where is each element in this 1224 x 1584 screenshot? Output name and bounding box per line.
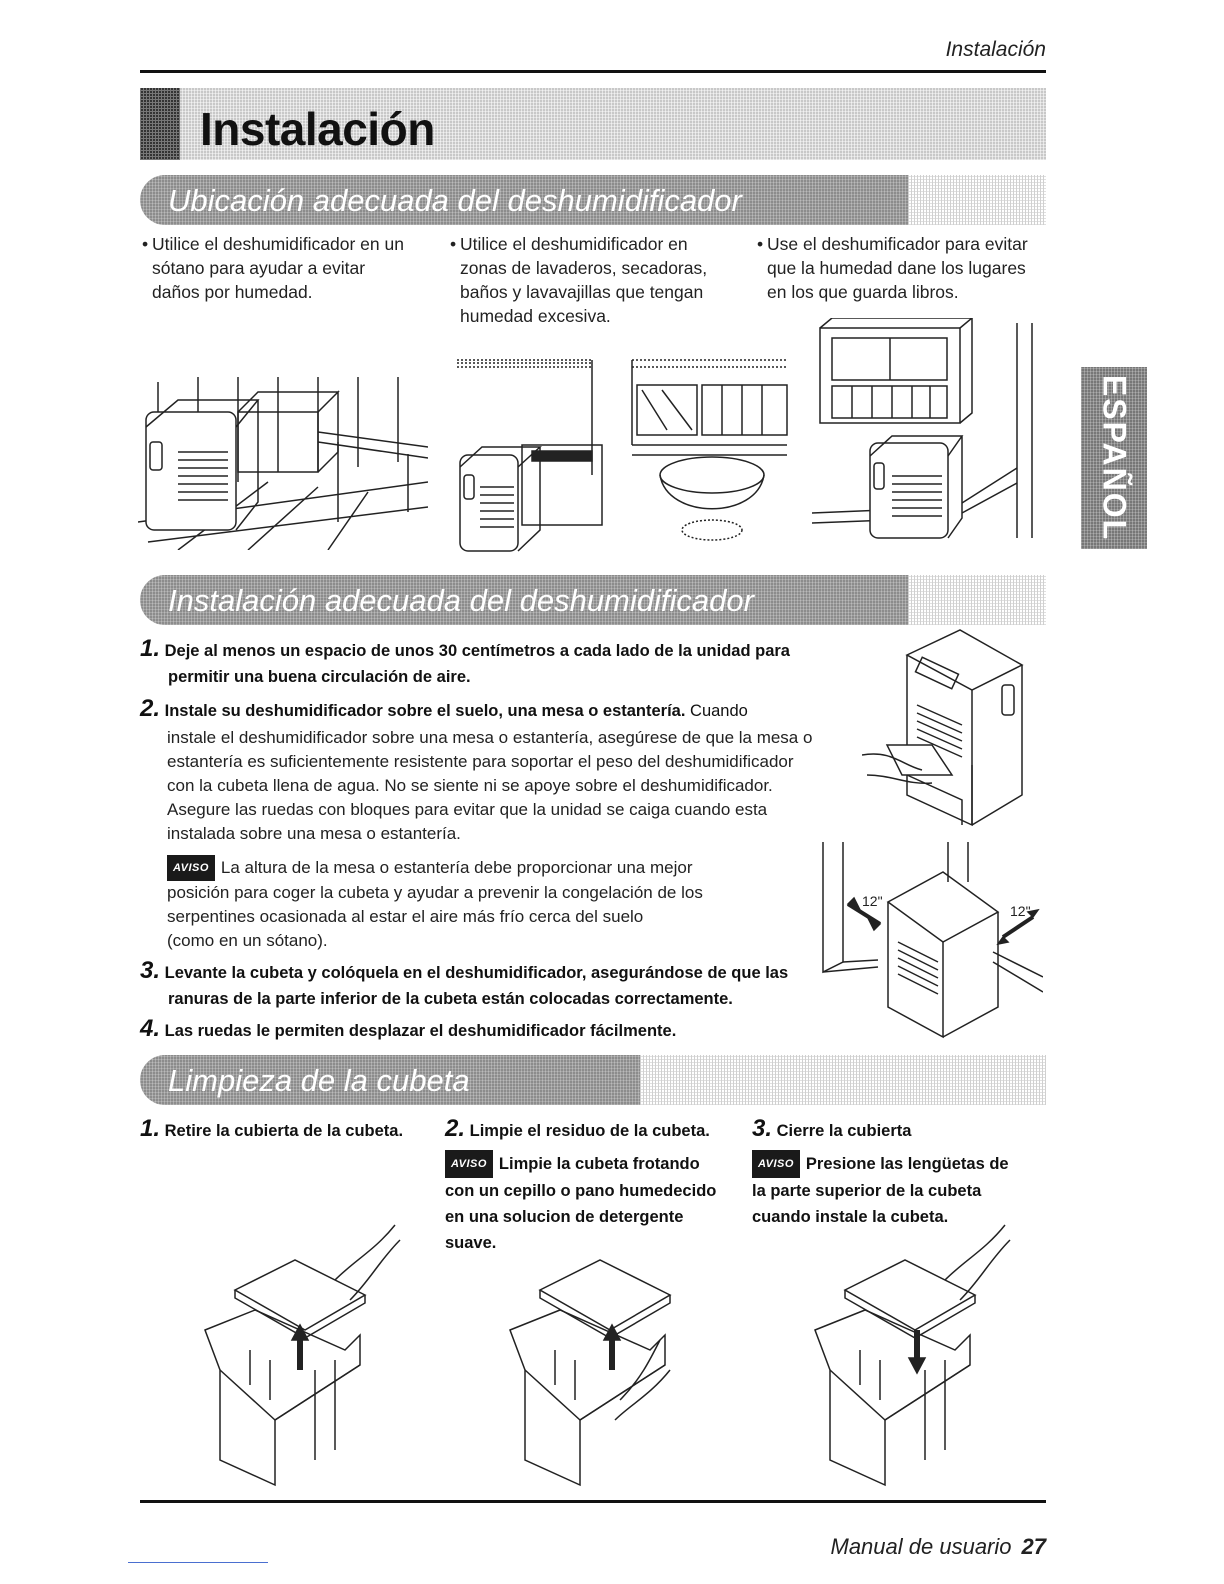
page-footer bbox=[700, 1534, 1046, 1560]
cleaning-step: 3. Cierre la cubierta bbox=[752, 1115, 912, 1142]
page-number: 27 bbox=[1021, 1534, 1046, 1559]
running-header: Instalación bbox=[945, 38, 1046, 61]
bucket-close-cover-illustration bbox=[805, 1215, 1020, 1490]
cleaning-step: 2. Limpie el residuo de la cubeta. bbox=[445, 1115, 710, 1142]
cleaning-step: 1. Retire la cubierta de la cubeta. bbox=[140, 1115, 404, 1142]
cleaning-aviso: AVISO Limpie la cubeta frotando con un cepillo o pano humedecido en una solucion de detergente suave. bbox=[445, 1150, 745, 1256]
aviso-badge: AVISO bbox=[445, 1150, 493, 1178]
section-banner-cleaning bbox=[140, 1055, 1046, 1105]
aviso-note: AVISO La altura de la mesa o estantería debe proporcionar una mejor posición para coger la cubeta y ayudar a prevenir la congelación de los serpentines ocasionada al estar el aire más frío cerca del suelo (como en un sótano). bbox=[167, 855, 807, 953]
location-bullet: • Utilice el deshumidificador en un sótano para ayudar a evitar daños por humedad. bbox=[142, 234, 404, 302]
section-title: Limpieza de la cubeta bbox=[168, 1063, 470, 1098]
banner-grid-block bbox=[140, 88, 180, 160]
installation-step: 1. Deje al menos un espacio de unos 30 centímetros a cada lado de la unidad para permitir una buena circulación de aire. bbox=[140, 635, 790, 686]
header-rule bbox=[140, 70, 1046, 73]
installation-step: 2. Instale su deshumidificador sobre el suelo, una mesa o estantería. Cuando bbox=[140, 695, 748, 722]
footer-link-line bbox=[128, 1562, 268, 1563]
basement-illustration bbox=[138, 372, 428, 550]
cleaning-aviso: AVISO Presione las lengüetas de la parte superior de la cubeta cuando instale la cubeta. bbox=[752, 1150, 1047, 1230]
main-banner bbox=[140, 88, 1046, 160]
language-tab bbox=[1081, 367, 1147, 549]
section-title: Ubicación adecuada del deshumidificador bbox=[168, 183, 742, 218]
dehumidifier-bucket-illustration bbox=[862, 625, 1032, 830]
page-title: Instalación bbox=[200, 103, 435, 155]
laundry-kitchen-illustration bbox=[452, 355, 792, 555]
section-banner-location bbox=[140, 175, 1046, 225]
clearance-left-label: 12" bbox=[862, 893, 883, 909]
bucket-clean-illustration bbox=[500, 1230, 715, 1490]
location-bullet: • Utilice el deshumidificador en zonas de lavaderos, secadoras, baños y lavavajillas que tengan humedad excesiva. bbox=[450, 234, 708, 326]
location-bullet: • Use el deshumificador para evitar que la humedad dane los lugares en los que guarda libros. bbox=[757, 234, 1028, 302]
aviso-badge: AVISO bbox=[752, 1150, 800, 1178]
section-title: Instalación adecuada del deshumidificador bbox=[168, 583, 754, 618]
clearance-illustration bbox=[818, 842, 1043, 1042]
bookshelf-illustration bbox=[812, 318, 1042, 543]
manual-title: Manual de usuario bbox=[830, 1534, 1012, 1559]
footer-rule bbox=[140, 1500, 1046, 1503]
language-tab-label: ESPAÑOL bbox=[1096, 374, 1133, 542]
clearance-right-label: 12" bbox=[1010, 903, 1031, 919]
installation-step: 3. Levante la cubeta y colóquela en el deshumidificador, asegurándose de que las ranuras de la parte inferior de la cubeta están colocadas correctamente. bbox=[140, 957, 789, 1008]
section-banner-installation bbox=[140, 575, 1046, 625]
aviso-badge: AVISO bbox=[167, 855, 215, 881]
installation-step-detail: instale el deshumidificador sobre una mesa o estantería, asegúrese de que la mesa o estantería es suficientemente resistente para soportar el peso del deshumidificador con la cubeta llena de agua. No se siente ni se apoye sobre el deshumidificador. Asegure las ruedas con bloques para evitar que la unidad se caiga cuando esta instalada sobre una mesa o estantería. bbox=[167, 728, 813, 843]
installation-step: 4. Las ruedas le permiten desplazar el deshumidificador fácilmente. bbox=[140, 1015, 677, 1042]
bucket-remove-cover-illustration bbox=[195, 1220, 410, 1490]
